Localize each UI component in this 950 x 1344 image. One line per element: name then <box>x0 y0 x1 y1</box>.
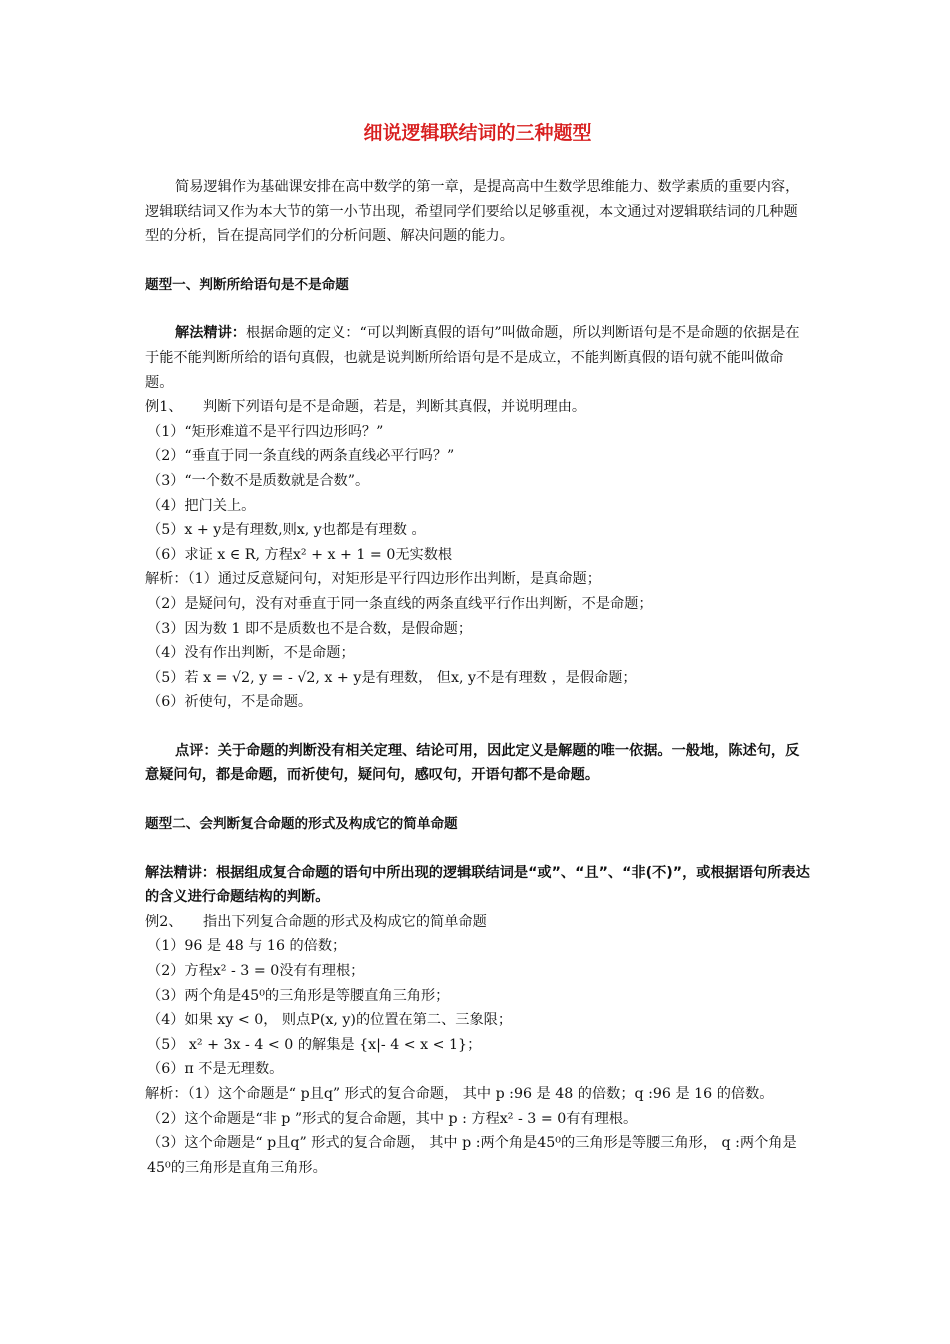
example2-item: （5） x² + 3x - 4 < 0 的解集是 {x|- 4 < x < 1}； <box>147 1036 482 1053</box>
document-title: 细说逻辑联结词的三种题型 <box>363 122 592 144</box>
intro-paragraph: 简易逻辑作为基础课安排在高中数学的第一章，是提高高中生数学思维能力、数学素质的重要内容，逻辑联结词又作为本大节的第一小节出现，希望同学们要给以足够重视，本文通过对逻辑联结词的几种题型的分析，旨在提高同学们的分析问题、解决问题的能力。 <box>145 179 800 245</box>
example1-item: （5）x + y是有理数,则x, y也都是有理数 。 <box>147 522 426 539</box>
example2-item: （2）方程x² - 3 = 0没有有理根； <box>147 963 365 980</box>
example2-analysis-line: 解析：（1）这个命题是“ p且q” 形式的复合命题， 其中 p :96 是 48 的倍数；q :96 是 16 的倍数。 <box>145 1086 774 1102</box>
example1-analysis-line: （6）祈使句，不是命题。 <box>147 694 313 711</box>
section1-method-text: 根据命题的定义：“可以判断真假的语句”叫做命题，所以判断语句是不是命题的依据是在于能不能判断所给的语句真假，也就是说判断所给语句是不是成立，不能判断真假的语句就不能叫做命题。 <box>145 325 800 391</box>
example2-analysis-line: （2）这个命题是“非 p ”形式的复合命题，其中 p : 方程x² - 3 = 0有有理根。 <box>147 1110 638 1127</box>
example2-item: （6）π 不是无理数。 <box>147 1061 284 1078</box>
example2-label: 例2、 <box>145 913 183 930</box>
example1-line <box>145 395 810 420</box>
example1-item: （4）把门关上。 <box>147 497 256 514</box>
example1-item: （6）求证 x ∈ R, 方程x² + x + 1 = 0无实数根 <box>147 546 453 563</box>
example1-label: 例1、 <box>145 399 183 416</box>
section2-method: 解法精讲：根据组成复合命题的语句中所出现的逻辑联结词是“或”、“且”、“非(不)”，或根据语句所表达的含义进行命题结构的判断。 <box>145 864 810 906</box>
example1-analysis-line: （4）没有作出判断，不是命题； <box>147 645 355 662</box>
example1-analysis-line: 解析：（1）通过反意疑问句，对矩形是平行四边形作出判断，是真命题； <box>145 571 601 588</box>
example1-analysis-line: （3）因为数 1 即不是质数也不是合数，是假命题； <box>147 620 473 637</box>
section1-heading: 题型一、判断所给语句是不是命题 <box>145 276 349 293</box>
section1-method-label: 解法精讲： <box>175 325 246 342</box>
section1-comment: 点评：关于命题的判断没有相关定理、结论可用，因此定义是解题的唯一依据。一般地，陈述句，反意疑问句，都是命题，而祈使句，疑问句，感叹句，开语句都不是命题。 <box>145 742 800 784</box>
example1-item: （2）“垂直于同一条直线的两条直线必平行吗？” <box>147 448 455 465</box>
section1-method <box>145 321 810 395</box>
example1-text: 判断下列语句是不是命题，若是，判断其真假，并说明理由。 <box>203 399 587 416</box>
example2-item: （4）如果 xy < 0， 则点P(x, y)的位置在第二、三象限； <box>147 1012 513 1029</box>
document-page <box>145 118 810 1180</box>
example1-analysis-line: （2）是疑问句，没有对垂直于同一条直线的两条直线平行作出判断，不是命题； <box>147 595 653 612</box>
example2-analysis-line: （3）这个命题是“ p且q” 形式的复合命题， 其中 p :两个角是45⁰的三角形是等腰三角形， q :两个角是45⁰的三角形是直角三角形。 <box>147 1135 797 1176</box>
section2-heading: 题型二、会判断复合命题的形式及构成它的简单命题 <box>145 816 458 833</box>
example2-item: （1）96 是 48 与 16 的倍数； <box>147 938 347 955</box>
example2-line <box>145 910 810 935</box>
example1-analysis-line: （5）若 x = √2, y = - √2, x + y是有理数， 但x, y不是有理数 ，是假命题； <box>147 669 637 686</box>
example1-item: （3）“一个数不是质数就是合数”。 <box>147 472 370 489</box>
example1-item: （1）“矩形难道不是平行四边形吗？” <box>147 423 384 440</box>
example2-text: 指出下列复合命题的形式及构成它的简单命题 <box>203 913 487 930</box>
example2-item: （3）两个角是45⁰的三角形是等腰直角三角形； <box>147 987 450 1004</box>
